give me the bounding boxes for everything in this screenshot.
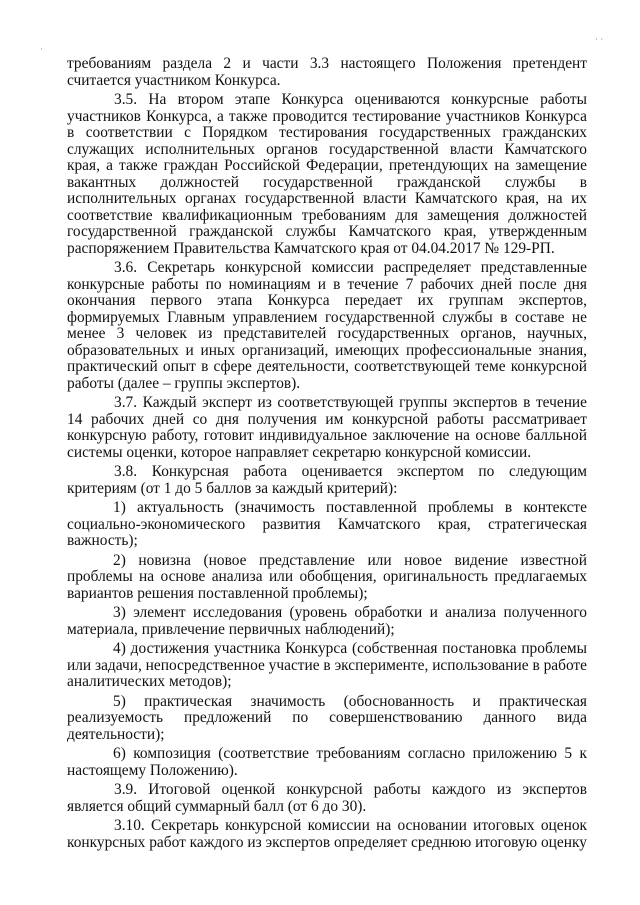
paragraph-3-9: 3.9. Итоговой оценкой конкурсной работы каждого из экспертов является общий суммарный балл (от 6 до 30). — [67, 781, 587, 815]
paragraph-3-8: 3.8. Конкурсная работа оценивается экспертом по следующим критериям (от 1 до 5 баллов за каждый критерий): — [67, 463, 587, 497]
criterion-6: 6) композиция (соответствие требованиям согласно приложению 5 к настоящему Положению). — [67, 745, 587, 779]
criterion-3: 3) элемент исследования (уровень обработки и анализа полученного материала, привлечение первичных наблюдений); — [67, 604, 587, 638]
paragraph-3-4-end: требованиям раздела 2 и части 3.3 настоящего Положения претендент считается участником Конкурса. — [67, 55, 587, 89]
paragraph-3-6: 3.6. Секретарь конкурсной комиссии распределяет представленные конкурсные работы по номинациям и в течение 7 рабочих дней после дня окончания первого этапа Конкурса передает их группам экспертов, формируемых Главным управлением государственной службы в составе не менее 3 человек из представителей государственных органов, научных, образовательных и иных организаций, имеющих профессиональные знания, практический опыт в сфере деятельности, соответствующей теме конкурсной работы (далее – группы экспертов). — [67, 259, 587, 392]
paragraph-3-7: 3.7. Каждый эксперт из соответствующей группы экспертов в течение 14 рабочих дней со дня получения им конкурсной работы рассматривает конкурсную работу, готовит индивидуальное заключение на основе балльной системы оценки, которое направляет секретарю конкурсной комиссии. — [67, 394, 587, 461]
paragraph-3-10: 3.10. Секретарь конкурсной комиссии на основании итоговых оценок конкурсных работ каждого из экспертов определяет среднюю итоговую оценку — [67, 817, 587, 851]
criterion-1: 1) актуальность (значимость поставленной проблемы в контексте социально-экономического развития Камчатского края, стратегическая важность); — [67, 499, 587, 549]
document-body — [67, 56, 587, 854]
criterion-5: 5) практическая значимость (обоснованность и практическая реализуемость предложений по совершенствованию данного вида деятельности); — [67, 692, 587, 743]
criterion-4: 4) достижения участника Конкурса (собственная постановка проблемы или задачи, непосредственное участие в эксперименте, использование в работе аналитических методов); — [67, 640, 587, 690]
scan-speck-left: · — [40, 44, 43, 54]
paragraph-3-5: 3.5. На втором этапе Конкурса оцениваются конкурсные работы участников Конкурса, а также проводится тестирование участников Конкурса в соответствии с Порядком тестирования государственных гражданских служащих исполнительных органов государственной власти Камчатского края, а также граждан Российской Федерации, претендующих на замещение вакантных должностей государственной гражданской службы в исполнительных органах государственной власти Камчатского края, на их соответствие квалификационным требованиям для замещения должностей государственной гражданской службы Камчатского края, утвержденным распоряжением Правительства Камчатского края от 04.04.2017 № 129-РП. — [67, 91, 587, 257]
scan-speck-right: · · — [595, 34, 604, 44]
criterion-2: 2) новизна (новое представление или новое видение известной проблемы на основе анализа или обобщения, оригинальность предлагаемых вариантов решения поставленной проблемы); — [67, 551, 587, 602]
